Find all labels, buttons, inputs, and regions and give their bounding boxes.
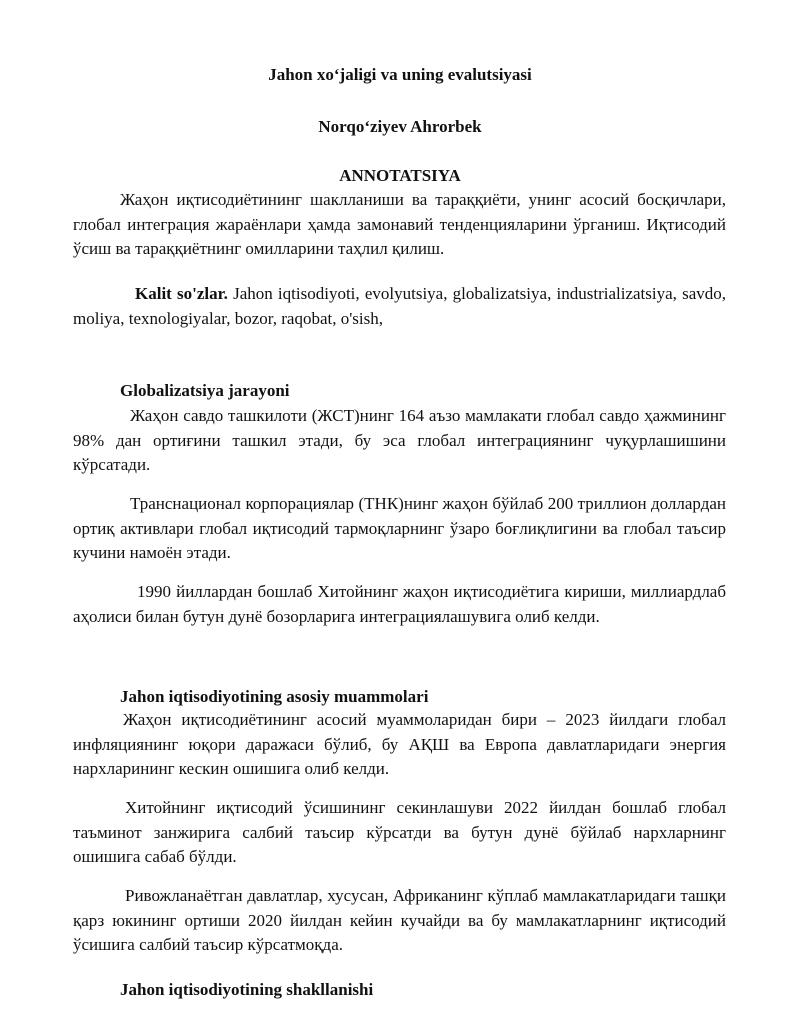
keywords-label: Kalit so'zlar. xyxy=(135,284,228,303)
section-heading-problems: Jahon iqtisodiyotining asosiy muammolari xyxy=(120,687,429,706)
paragraph: 1990 йиллардан бошлаб Хитойнинг жаҳон иқтисодиётига кириши, миллиардлаб аҳолиси билан бутун дунё бозорларига интеграциялашувига олиб келди. xyxy=(73,582,726,626)
author-name: Norqo‘ziyev Ahrorbek xyxy=(318,117,482,136)
annotation-heading: ANNOTATSIYA xyxy=(339,166,461,185)
paragraph: Хитойнинг иқтисодий ўсишининг секинлашуви 2022 йилдан бошлаб глобал таъминот занжирига салбий таъсир кўрсатди ва бутун дунё бўйлаб нархларнинг ошишига сабаб бўлди. xyxy=(73,798,726,866)
section-heading-formation: Jahon iqtisodiyotining shakllanishi xyxy=(120,980,374,999)
paragraph: Транснационал корпорациялар (ТНК)нинг жаҳон бўйлаб 200 триллион доллардан ортиқ активлари глобал иқтисодий тармоқларнинг ўзаро боғлиқлигини ва глобал таъсир кучини намоён этади. xyxy=(73,494,726,562)
document-title: Jahon xo‘jaligi va uning evalutsiyasi xyxy=(268,65,532,84)
paragraph: Жаҳон иқтисодиётининг асосий муаммоларидан бири – 2023 йилдаги глобал инфляциянинг юқори даражаси бўлиб, бу АҚШ ва Европа давлатларидаги энергия нархларининг кескин ошишига олиб келди. xyxy=(73,710,726,778)
section-heading-globalization: Globalizatsiya jarayoni xyxy=(120,381,290,400)
keywords-paragraph xyxy=(73,282,726,331)
paragraph: Ривожланаётган давлатлар, хусусан, Африканинг кўплаб мамлакатларидаги ташқи қарз юкининг ортиши 2020 йилдан кейин кучайди ва бу мамлакатларнинг иқтисодий ўсишига салбий таъсир кўрсатмоқда. xyxy=(73,886,726,954)
keywords-text: Jahon iqtisodiyoti, evolyutsiya, globalizatsiya, industrializatsiya, savdo, moliya, texnologiyalar, bozor, raqobat, o'sish, xyxy=(73,284,727,328)
annotation-paragraph: Жаҳон иқтисодиётининг шаклланиши ва тараққиёти, унинг асосий босқичлари, глобал интеграция жараёнлари ҳамда замонавий тенденцияларини ўрганиш. Иқтисодий ўсиш ва тараққиётнинг омилларини таҳлил қилиш. xyxy=(73,190,726,258)
paragraph: Жаҳон савдо ташкилоти (ЖСТ)нинг 164 аъзо мамлакати глобал савдо ҳажмининг 98% дан ортиғини ташкил этади, бу эса глобал интеграциянинг чуқурлашишини кўрсатади. xyxy=(73,406,726,474)
